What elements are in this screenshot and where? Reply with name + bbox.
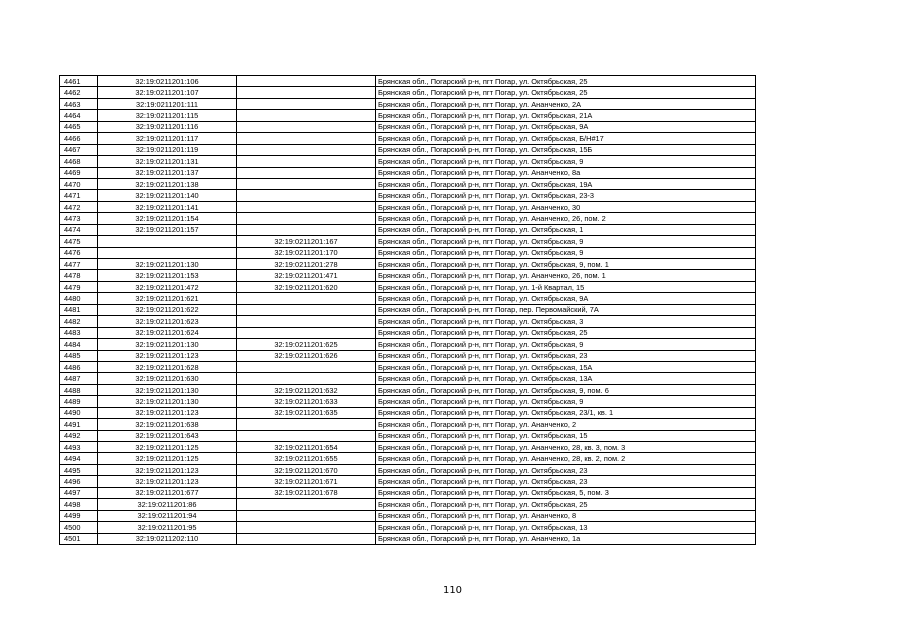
parcel-cadastral-number-cell: 32:19:0211201:115	[98, 110, 237, 121]
table-row	[60, 121, 756, 132]
parcel-cadastral-number-cell: 32:19:0211201:157	[98, 224, 237, 235]
row-number-cell: 4496	[60, 476, 98, 487]
row-number-cell: 4463	[60, 98, 98, 109]
parcel-cadastral-number-cell: 32:19:0211201:622	[98, 304, 237, 315]
address-cell: Брянская обл., Погарский р-н, пгт Погар, ул. Октябрьская, 9	[376, 236, 756, 247]
object-cadastral-number-cell: 32:19:0211201:633	[237, 396, 376, 407]
row-number-cell: 4466	[60, 133, 98, 144]
address-cell: Брянская обл., Погарский р-н, пгт Погар, ул. Октябрьская, 3	[376, 316, 756, 327]
parcel-cadastral-number-cell: 32:19:0211201:638	[98, 419, 237, 430]
row-number-cell: 4493	[60, 442, 98, 453]
object-cadastral-number-cell	[237, 304, 376, 315]
row-number-cell: 4489	[60, 396, 98, 407]
address-cell: Брянская обл., Погарский р-н, пгт Погар, ул. Ананченко, 28, кв. 2, пом. 2	[376, 453, 756, 464]
row-number-cell: 4475	[60, 236, 98, 247]
object-cadastral-number-cell	[237, 373, 376, 384]
parcel-cadastral-number-cell: 32:19:0211201:141	[98, 201, 237, 212]
object-cadastral-number-cell	[237, 87, 376, 98]
table-row	[60, 98, 756, 109]
row-number-cell: 4478	[60, 270, 98, 281]
table-row	[60, 499, 756, 510]
parcel-cadastral-number-cell: 32:19:0211201:123	[98, 350, 237, 361]
address-cell: Брянская обл., Погарский р-н, пгт Погар, ул. Октябрьская, 15Б	[376, 144, 756, 155]
row-number-cell: 4468	[60, 156, 98, 167]
row-number-cell: 4499	[60, 510, 98, 521]
table-row	[60, 510, 756, 521]
page-number: 110	[442, 585, 463, 596]
parcel-cadastral-number-cell: 32:19:0211201:154	[98, 213, 237, 224]
address-cell: Брянская обл., Погарский р-н, пгт Погар, ул. Октябрьская, 9	[376, 156, 756, 167]
object-cadastral-number-cell	[237, 190, 376, 201]
address-cell: Брянская обл., Погарский р-н, пгт Погар, ул. Октябрьская, 9	[376, 396, 756, 407]
row-number-cell: 4480	[60, 293, 98, 304]
address-cell: Брянская обл., Погарский р-н, пгт Погар, ул. Ананченко, 2	[376, 419, 756, 430]
row-number-cell: 4501	[60, 533, 98, 544]
row-number-cell: 4470	[60, 178, 98, 189]
parcel-cadastral-number-cell: 32:19:0211201:630	[98, 373, 237, 384]
parcel-cadastral-number-cell: 32:19:0211201:123	[98, 407, 237, 418]
object-cadastral-number-cell	[237, 213, 376, 224]
parcel-cadastral-number-cell: 32:19:0211201:643	[98, 430, 237, 441]
parcel-cadastral-number-cell: 32:19:0211201:628	[98, 361, 237, 372]
table-row	[60, 442, 756, 453]
address-cell: Брянская обл., Погарский р-н, пгт Погар, ул. Ананченко, 1а	[376, 533, 756, 544]
row-number-cell: 4497	[60, 487, 98, 498]
object-cadastral-number-cell	[237, 178, 376, 189]
address-cell: Брянская обл., Погарский р-н, пгт Погар, ул. Октябрьская, 23	[376, 476, 756, 487]
address-cell: Брянская обл., Погарский р-н, пгт Погар, ул. Октябрьская, 1	[376, 224, 756, 235]
table-row	[60, 178, 756, 189]
parcel-cadastral-number-cell: 32:19:0211201:107	[98, 87, 237, 98]
object-cadastral-number-cell: 32:19:0211201:678	[237, 487, 376, 498]
object-cadastral-number-cell	[237, 419, 376, 430]
table-row	[60, 487, 756, 498]
object-cadastral-number-cell	[237, 499, 376, 510]
object-cadastral-number-cell	[237, 133, 376, 144]
object-cadastral-number-cell	[237, 224, 376, 235]
parcel-cadastral-number-cell: 32:19:0211201:123	[98, 476, 237, 487]
table-row	[60, 327, 756, 338]
parcel-cadastral-number-cell: 32:19:0211201:117	[98, 133, 237, 144]
row-number-cell: 4490	[60, 407, 98, 418]
address-cell: Брянская обл., Погарский р-н, пгт Погар, ул. 1-й Квартал, 15	[376, 281, 756, 292]
row-number-cell: 4464	[60, 110, 98, 121]
address-cell: Брянская обл., Погарский р-н, пгт Погар, ул. Октябрьская, 9	[376, 247, 756, 258]
object-cadastral-number-cell	[237, 144, 376, 155]
parcel-cadastral-number-cell: 32:19:0211201:125	[98, 453, 237, 464]
address-cell: Брянская обл., Погарский р-н, пгт Погар, ул. Ананченко, 28, кв. 3, пом. 3	[376, 442, 756, 453]
object-cadastral-number-cell	[237, 533, 376, 544]
row-number-cell: 4469	[60, 167, 98, 178]
address-cell: Брянская обл., Погарский р-н, пгт Погар, ул. Октябрьская, 9	[376, 339, 756, 350]
table-row	[60, 316, 756, 327]
object-cadastral-number-cell	[237, 110, 376, 121]
table-row	[60, 281, 756, 292]
row-number-cell: 4482	[60, 316, 98, 327]
parcel-cadastral-number-cell: 32:19:0211201:131	[98, 156, 237, 167]
table-row	[60, 236, 756, 247]
object-cadastral-number-cell	[237, 522, 376, 533]
address-cell: Брянская обл., Погарский р-н, пгт Погар, ул. Октябрьская, 23-3	[376, 190, 756, 201]
cadastral-table-body	[60, 76, 756, 545]
table-row	[60, 213, 756, 224]
parcel-cadastral-number-cell	[98, 236, 237, 247]
cadastral-table	[59, 75, 756, 545]
row-number-cell: 4471	[60, 190, 98, 201]
table-row	[60, 201, 756, 212]
address-cell: Брянская обл., Погарский р-н, пгт Погар, ул. Октябрьская, 25	[376, 87, 756, 98]
parcel-cadastral-number-cell: 32:19:0211201:119	[98, 144, 237, 155]
address-cell: Брянская обл., Погарский р-н, пгт Погар, ул. Октябрьская, 9А	[376, 121, 756, 132]
parcel-cadastral-number-cell: 32:19:0211201:677	[98, 487, 237, 498]
row-number-cell: 4484	[60, 339, 98, 350]
table-row	[60, 419, 756, 430]
parcel-cadastral-number-cell: 32:19:0211201:86	[98, 499, 237, 510]
address-cell: Брянская обл., Погарский р-н, пгт Погар, ул. Ананченко, 30	[376, 201, 756, 212]
table-row	[60, 533, 756, 544]
row-number-cell: 4487	[60, 373, 98, 384]
row-number-cell: 4486	[60, 361, 98, 372]
row-number-cell: 4472	[60, 201, 98, 212]
row-number-cell: 4474	[60, 224, 98, 235]
table-row	[60, 87, 756, 98]
parcel-cadastral-number-cell: 32:19:0211201:623	[98, 316, 237, 327]
row-number-cell: 4488	[60, 384, 98, 395]
object-cadastral-number-cell	[237, 121, 376, 132]
address-cell: Брянская обл., Погарский р-н, пгт Погар, ул. Октябрьская, 9А	[376, 293, 756, 304]
table-row	[60, 293, 756, 304]
parcel-cadastral-number-cell: 32:19:0211201:140	[98, 190, 237, 201]
object-cadastral-number-cell: 32:19:0211201:278	[237, 259, 376, 270]
table-row	[60, 247, 756, 258]
table-row	[60, 190, 756, 201]
object-cadastral-number-cell: 32:19:0211201:670	[237, 464, 376, 475]
object-cadastral-number-cell: 32:19:0211201:654	[237, 442, 376, 453]
address-cell: Брянская обл., Погарский р-н, пгт Погар, ул. Октябрьская, 9, пом. 1	[376, 259, 756, 270]
parcel-cadastral-number-cell: 32:19:0211201:116	[98, 121, 237, 132]
row-number-cell: 4481	[60, 304, 98, 315]
table-row	[60, 144, 756, 155]
object-cadastral-number-cell	[237, 167, 376, 178]
table-row	[60, 339, 756, 350]
address-cell: Брянская обл., Погарский р-н, пгт Погар, ул. Октябрьская, 23	[376, 350, 756, 361]
parcel-cadastral-number-cell: 32:19:0211201:624	[98, 327, 237, 338]
table-row	[60, 76, 756, 87]
row-number-cell: 4461	[60, 76, 98, 87]
row-number-cell: 4485	[60, 350, 98, 361]
row-number-cell: 4462	[60, 87, 98, 98]
object-cadastral-number-cell: 32:19:0211201:626	[237, 350, 376, 361]
row-number-cell: 4465	[60, 121, 98, 132]
object-cadastral-number-cell: 32:19:0211201:625	[237, 339, 376, 350]
table-row	[60, 156, 756, 167]
row-number-cell: 4473	[60, 213, 98, 224]
object-cadastral-number-cell: 32:19:0211201:471	[237, 270, 376, 281]
address-cell: Брянская обл., Погарский р-н, пгт Погар, ул. Октябрьская, 13А	[376, 373, 756, 384]
parcel-cadastral-number-cell: 32:19:0211201:130	[98, 259, 237, 270]
row-number-cell: 4479	[60, 281, 98, 292]
address-cell: Брянская обл., Погарский р-н, пгт Погар, ул. Октябрьская, 25	[376, 327, 756, 338]
object-cadastral-number-cell: 32:19:0211201:671	[237, 476, 376, 487]
table-row	[60, 476, 756, 487]
object-cadastral-number-cell	[237, 327, 376, 338]
table-row	[60, 407, 756, 418]
table-row	[60, 110, 756, 121]
parcel-cadastral-number-cell: 32:19:0211201:137	[98, 167, 237, 178]
address-cell: Брянская обл., Погарский р-н, пгт Погар, ул. Октябрьская, 23	[376, 464, 756, 475]
parcel-cadastral-number-cell: 32:19:0211201:125	[98, 442, 237, 453]
object-cadastral-number-cell	[237, 76, 376, 87]
parcel-cadastral-number-cell: 32:19:0211201:472	[98, 281, 237, 292]
table-row	[60, 224, 756, 235]
table-row	[60, 453, 756, 464]
table-row	[60, 430, 756, 441]
object-cadastral-number-cell	[237, 156, 376, 167]
row-number-cell: 4491	[60, 419, 98, 430]
row-number-cell: 4477	[60, 259, 98, 270]
parcel-cadastral-number-cell: 32:19:0211201:111	[98, 98, 237, 109]
table-row	[60, 259, 756, 270]
address-cell: Брянская обл., Погарский р-н, пгт Погар, ул. Октябрьская, 5, пом. 3	[376, 487, 756, 498]
address-cell: Брянская обл., Погарский р-н, пгт Погар, ул. Октябрьская, 15	[376, 430, 756, 441]
object-cadastral-number-cell: 32:19:0211201:170	[237, 247, 376, 258]
table-row	[60, 373, 756, 384]
row-number-cell: 4495	[60, 464, 98, 475]
address-cell: Брянская обл., Погарский р-н, пгт Погар, ул. Октябрьская, 21А	[376, 110, 756, 121]
address-cell: Брянская обл., Погарский р-н, пгт Погар, ул. Ананченко, 26, пом. 1	[376, 270, 756, 281]
parcel-cadastral-number-cell: 32:19:0211201:94	[98, 510, 237, 521]
parcel-cadastral-number-cell: 32:19:0211201:621	[98, 293, 237, 304]
row-number-cell: 4494	[60, 453, 98, 464]
row-number-cell: 4467	[60, 144, 98, 155]
address-cell: Брянская обл., Погарский р-н, пгт Погар, ул. Октябрьская, 23/1, кв. 1	[376, 407, 756, 418]
address-cell: Брянская обл., Погарский р-н, пгт Погар, ул. Октябрьская, 13	[376, 522, 756, 533]
parcel-cadastral-number-cell	[98, 247, 237, 258]
parcel-cadastral-number-cell: 32:19:0211202:110	[98, 533, 237, 544]
row-number-cell: 4492	[60, 430, 98, 441]
object-cadastral-number-cell	[237, 430, 376, 441]
address-cell: Брянская обл., Погарский р-н, пгт Погар, ул. Октябрьская, Б/Н#17	[376, 133, 756, 144]
table-row	[60, 361, 756, 372]
address-cell: Брянская обл., Погарский р-н, пгт Погар, ул. Октябрьская, 25	[376, 499, 756, 510]
address-cell: Брянская обл., Погарский р-н, пгт Погар, ул. Ананченко, 8	[376, 510, 756, 521]
object-cadastral-number-cell: 32:19:0211201:635	[237, 407, 376, 418]
row-number-cell: 4498	[60, 499, 98, 510]
object-cadastral-number-cell	[237, 98, 376, 109]
table-row	[60, 167, 756, 178]
parcel-cadastral-number-cell: 32:19:0211201:95	[98, 522, 237, 533]
address-cell: Брянская обл., Погарский р-н, пгт Погар, ул. Ананченко, 2А	[376, 98, 756, 109]
address-cell: Брянская обл., Погарский р-н, пгт Погар, ул. Октябрьская, 25	[376, 76, 756, 87]
table-row	[60, 464, 756, 475]
object-cadastral-number-cell: 32:19:0211201:655	[237, 453, 376, 464]
table-row	[60, 270, 756, 281]
parcel-cadastral-number-cell: 32:19:0211201:123	[98, 464, 237, 475]
table-row	[60, 350, 756, 361]
object-cadastral-number-cell	[237, 510, 376, 521]
row-number-cell: 4476	[60, 247, 98, 258]
object-cadastral-number-cell: 32:19:0211201:620	[237, 281, 376, 292]
parcel-cadastral-number-cell: 32:19:0211201:130	[98, 396, 237, 407]
object-cadastral-number-cell: 32:19:0211201:167	[237, 236, 376, 247]
row-number-cell: 4500	[60, 522, 98, 533]
object-cadastral-number-cell	[237, 361, 376, 372]
address-cell: Брянская обл., Погарский р-н, пгт Погар, пер. Первомайский, 7А	[376, 304, 756, 315]
parcel-cadastral-number-cell: 32:19:0211201:130	[98, 339, 237, 350]
address-cell: Брянская обл., Погарский р-н, пгт Погар, ул. Октябрьская, 15А	[376, 361, 756, 372]
parcel-cadastral-number-cell: 32:19:0211201:138	[98, 178, 237, 189]
table-row	[60, 304, 756, 315]
parcel-cadastral-number-cell: 32:19:0211201:153	[98, 270, 237, 281]
parcel-cadastral-number-cell: 32:19:0211201:106	[98, 76, 237, 87]
address-cell: Брянская обл., Погарский р-н, пгт Погар, ул. Ананченко, 26, пом. 2	[376, 213, 756, 224]
address-cell: Брянская обл., Погарский р-н, пгт Погар, ул. Октябрьская, 19А	[376, 178, 756, 189]
object-cadastral-number-cell	[237, 316, 376, 327]
object-cadastral-number-cell	[237, 201, 376, 212]
table-row	[60, 396, 756, 407]
table-row	[60, 133, 756, 144]
address-cell: Брянская обл., Погарский р-н, пгт Погар, ул. Октябрьская, 9, пом. 6	[376, 384, 756, 395]
row-number-cell: 4483	[60, 327, 98, 338]
address-cell: Брянская обл., Погарский р-н, пгт Погар, ул. Ананченко, 8а	[376, 167, 756, 178]
table-row	[60, 384, 756, 395]
table-row	[60, 522, 756, 533]
object-cadastral-number-cell: 32:19:0211201:632	[237, 384, 376, 395]
object-cadastral-number-cell	[237, 293, 376, 304]
parcel-cadastral-number-cell: 32:19:0211201:130	[98, 384, 237, 395]
